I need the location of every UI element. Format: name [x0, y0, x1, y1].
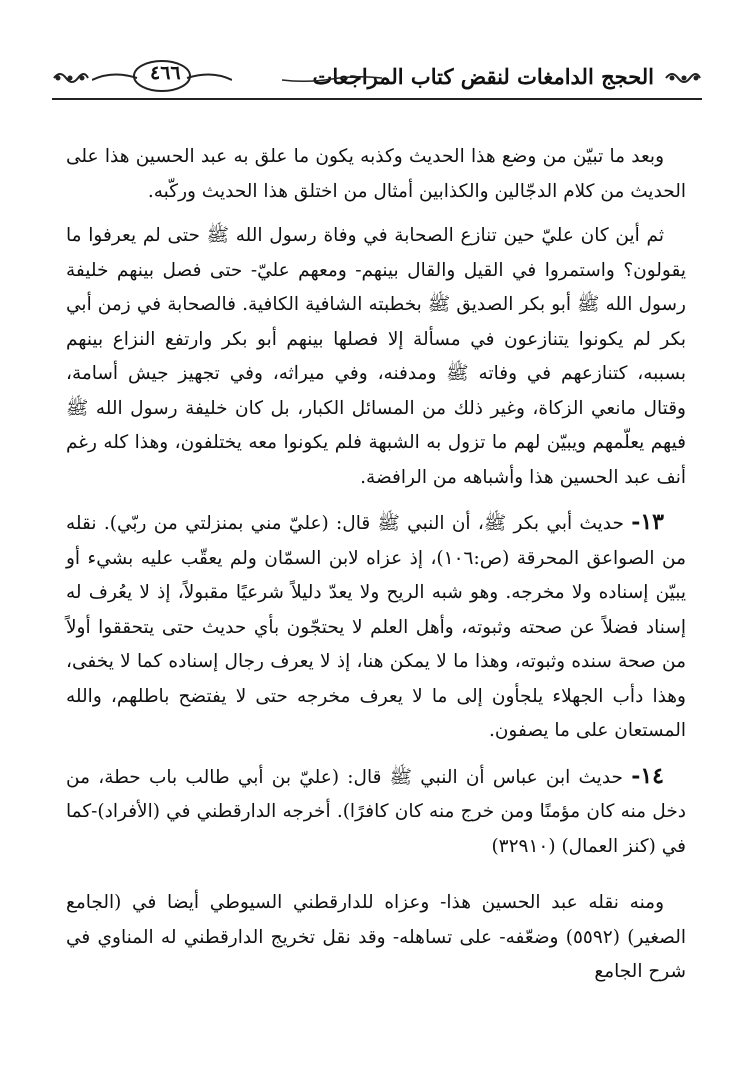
- item-number: ١٤-: [631, 762, 664, 789]
- numbered-paragraph: [66, 759, 686, 865]
- swirl-ornament-icon: [282, 74, 382, 84]
- paragraph: [66, 140, 686, 209]
- item-number: ١٣-: [631, 509, 664, 535]
- header-rule: [52, 98, 702, 100]
- page-number: ٤٦٦: [150, 62, 181, 84]
- running-header: [52, 58, 702, 98]
- paragraph-text: حديث ابن عباس أن النبي ﷺ قال: (عليّ بن أبي طالب باب حطة، من دخل منه كان مؤمنًا ومن خرج منه كان كافرًا). أخرجه الدارقطني في (الأفراد)-كما في (كنز العمال) (٣٢٩١٠): [66, 766, 686, 857]
- ornament-icon: [52, 68, 90, 88]
- paragraph-text: ثم أين كان عليّ حين تنازع الصحابة في وفاة رسول الله ﷺ حتى لم يعرفوا ما يقولون؟ واستمروا في القيل والقال بينهم- ومعهم عليّ- حتى فصل بينهم خليفة رسول الله ﷺ أبو بكر الصديق ﷺ بخطبته الشافية الكافية. فالصحابة في زمن أبي بكر لم يكونوا يتنازعون في مسألة إلا فصلها بينهم أبو بكر وارتفع النزاع بينهم بسببه، كتنازعهم في وفاته ﷺ ومدفنه، وفي ميراثه، وفي تجهيز جيش أسامة، وقتال مانعي الزكاة، وغير ذلك من المسائل الكبار، بل كان خليفة رسول الله ﷺ فيهم يعلّمهم ويبيّن لهم ما تزول به الشبهة فلم يكونوا معه يختلفون، وهذا كله رغم أنف عبد الحسين هذا وأشباهه من الرافضة.: [66, 225, 686, 488]
- page-title: الحجج الدامغات لنقض كتاب المراجعات: [312, 64, 654, 89]
- numbered-paragraph: [66, 505, 686, 749]
- paragraph: [66, 219, 686, 495]
- ornament-icon: [664, 68, 702, 88]
- paragraph-text: حديث أبي بكر ﷺ، أن النبي ﷺ قال: (عليّ مني بمنزلتي من ربّي). نقله من الصواعق المحرقة (ص:١٠٦)، إذ عزاه لابن السمّان ولم يعقّب عليه بشيء أو يبيّن إسناده ولا مخرجه. وهو شبه الريح ولا يعدّ دليلاً شرعيًا مقبولاً، إذ لا يعُرف له إسناد فضلاً عن صحته وثبوته، وأهل العلم لا يحتجّون بأي حديث حتى يتحققوا أولاً من صحة سنده وثبوته، وهذا ما لا يمكن هنا، إذ لا يعرف رجال إسناده كما لا يخفى، وهذا دأب الجهلاء يلجأون إلى ما لا يعرف مخرجه حتى لا يفتضح باطلهم، والله المستعان على ما يصفون.: [66, 513, 686, 741]
- paragraph-text: وبعد ما تبيّن من وضع هذا الحديث وكذبه يكون ما علق به عبد الحسين هذا على الحديث من كلام الدجّالين والكذابين أمثال من اختلق هذا الحديث وركّبه.: [66, 146, 686, 202]
- paragraph-text: ومنه نقله عبد الحسين هذا- وعزاه للدارقطني السيوطي أيضا في (الجامع الصغير) (٥٥٩٢) وضعّفه- على تساهله- وقد نقل تخريج الدارقطني له المناوي في شرح الجامع: [66, 892, 686, 982]
- body-text: [66, 140, 686, 1000]
- paragraph: [66, 886, 686, 990]
